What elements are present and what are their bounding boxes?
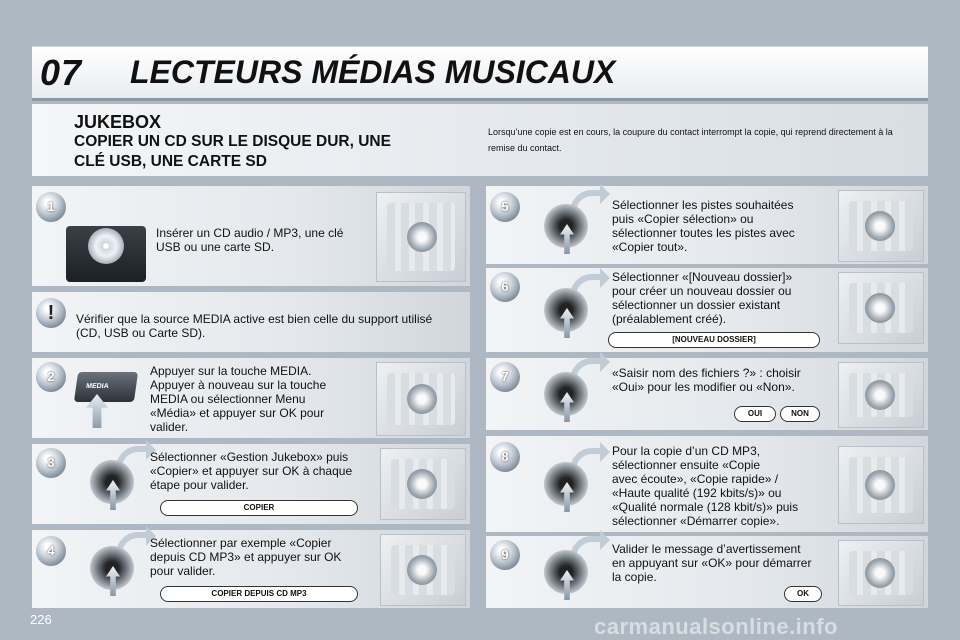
step-2-text bbox=[150, 364, 326, 434]
subheading-line-2: CLÉ USB, UNE CARTE SD bbox=[74, 153, 267, 170]
text-line: «Copier tout». bbox=[612, 240, 688, 254]
text-line: Appuyer sur la touche MEDIA. bbox=[150, 364, 312, 378]
text-line: Vérifier que la source MEDIA active est bien celle du support utilisé bbox=[76, 312, 433, 326]
section-note: Lorsqu’une copie est en cours, la coupure du contact interrompt la copie, qui reprend directement à la remise du contact. bbox=[488, 127, 893, 153]
text-line: puis «Copier sélection» ou bbox=[612, 212, 754, 226]
step-4-text bbox=[150, 536, 341, 578]
text-line: Sélectionner les pistes souhaitées bbox=[612, 198, 794, 212]
radio-unit-photo-9 bbox=[838, 540, 924, 606]
text-line: «Oui» pour les modifier ou «Non». bbox=[612, 380, 795, 394]
text-line: (CD, USB ou Carte SD). bbox=[76, 326, 206, 340]
text-line: étape pour valider. bbox=[150, 478, 249, 492]
text-line: la copie. bbox=[612, 570, 657, 584]
radio-unit-photo-4 bbox=[380, 534, 466, 606]
step-number-2: 2 bbox=[36, 362, 66, 392]
warning-text bbox=[76, 312, 432, 340]
text-line: valider. bbox=[150, 420, 189, 434]
text-line: avec écoute», «Copie rapide» / bbox=[612, 472, 779, 486]
text-line: Sélectionner par exemple «Copier bbox=[150, 536, 332, 550]
step-6-text bbox=[612, 270, 792, 326]
step-3-text bbox=[150, 450, 352, 492]
step-5-text bbox=[612, 198, 795, 254]
text-line: sélectionner un dossier existant bbox=[612, 298, 781, 312]
text-line: Sélectionner «[Nouveau dossier]» bbox=[612, 270, 793, 284]
text-line: MEDIA ou sélectionner Menu bbox=[150, 392, 306, 406]
radio-unit-photo-5 bbox=[838, 190, 924, 262]
rotary-dial-icon bbox=[540, 542, 596, 598]
radio-unit-photo-6 bbox=[838, 272, 924, 344]
section-heading: JUKEBOX bbox=[74, 112, 162, 132]
text-line: Appuyer à nouveau sur la touche bbox=[150, 378, 327, 392]
copier-cd-mp3-pill: COPIER DEPUIS CD MP3 bbox=[160, 586, 358, 602]
text-line: Insérer un CD audio / MP3, une clé bbox=[156, 226, 344, 240]
radio-unit-photo-8 bbox=[838, 446, 924, 524]
text-line: «Saisir nom des fichiers ?» : choisir bbox=[612, 366, 801, 380]
step-9-text bbox=[612, 542, 811, 584]
text-line: depuis CD MP3» et appuyer sur OK bbox=[150, 550, 342, 564]
media-button: MEDIA bbox=[74, 372, 138, 402]
rotary-dial-icon bbox=[86, 538, 142, 594]
step-number-8: 8 bbox=[490, 442, 520, 472]
step-number-4: 4 bbox=[36, 536, 66, 566]
radio-unit-photo-1 bbox=[376, 192, 466, 282]
oui-pill: OUI bbox=[734, 406, 776, 422]
text-line: Valider le message d’avertissement bbox=[612, 542, 801, 556]
step-number-3: 3 bbox=[36, 448, 66, 478]
step-number-6: 6 bbox=[490, 272, 520, 302]
step-8-text bbox=[612, 444, 798, 528]
page-title: LECTEURS MÉDIAS MUSICAUX bbox=[130, 54, 616, 90]
text-line: pour valider. bbox=[150, 564, 216, 578]
text-line: en appuyant sur «OK» pour démarrer bbox=[612, 556, 812, 570]
ok-pill: OK bbox=[784, 586, 822, 602]
non-pill: NON bbox=[780, 406, 820, 422]
radio-unit-photo-3 bbox=[380, 448, 466, 520]
subheading-line-1: COPIER UN CD SUR LE DISQUE DUR, UNE bbox=[74, 133, 391, 150]
rotary-dial-icon bbox=[540, 196, 596, 252]
text-line: Sélectionner «Gestion Jukebox» puis bbox=[150, 450, 349, 464]
radio-unit-photo-7 bbox=[838, 362, 924, 428]
rotary-dial-icon bbox=[540, 454, 596, 510]
copier-pill: COPIER bbox=[160, 500, 358, 516]
text-line: «Média» et appuyer sur OK pour bbox=[150, 406, 325, 420]
cd-insert-photo bbox=[66, 226, 146, 282]
rotary-dial-icon bbox=[540, 280, 596, 336]
step-1-text bbox=[156, 226, 343, 254]
nouveau-dossier-pill: [NOUVEAU DOSSIER] bbox=[608, 332, 820, 348]
chapter-number: 07 bbox=[40, 52, 83, 93]
rotary-dial-icon bbox=[540, 364, 596, 420]
text-line: Pour la copie d’un CD MP3, bbox=[612, 444, 761, 458]
text-line: «Qualité normale (128 kbit/s)» puis bbox=[612, 500, 799, 514]
watermark: carmanualsonline.info bbox=[594, 614, 838, 639]
rotary-dial-icon bbox=[86, 452, 142, 508]
step-number-5: 5 bbox=[490, 192, 520, 222]
text-line: «Copier» et appuyer sur OK à chaque bbox=[150, 464, 353, 478]
step-number-1: 1 bbox=[36, 192, 66, 222]
text-line: «Haute qualité (192 kbits/s)» ou bbox=[612, 486, 782, 500]
text-line: (préalablement créé). bbox=[612, 312, 727, 326]
step-number-9: 9 bbox=[490, 540, 520, 570]
text-line: sélectionner «Démarrer copie». bbox=[612, 514, 780, 528]
page-number: 226 bbox=[30, 612, 52, 627]
text-line: sélectionner toutes les pistes avec bbox=[612, 226, 795, 240]
section-subheading bbox=[74, 132, 424, 172]
cd-disc-icon bbox=[88, 228, 124, 264]
radio-unit-photo-2 bbox=[376, 362, 466, 436]
step-7-text bbox=[612, 366, 801, 394]
title-divider bbox=[32, 98, 928, 101]
text-line: sélectionner ensuite «Copie bbox=[612, 458, 761, 472]
warning-icon: ! bbox=[36, 298, 66, 328]
text-line: pour créer un nouveau dossier ou bbox=[612, 284, 792, 298]
text-line: USB ou une carte SD. bbox=[156, 240, 275, 254]
step-number-7: 7 bbox=[490, 362, 520, 392]
